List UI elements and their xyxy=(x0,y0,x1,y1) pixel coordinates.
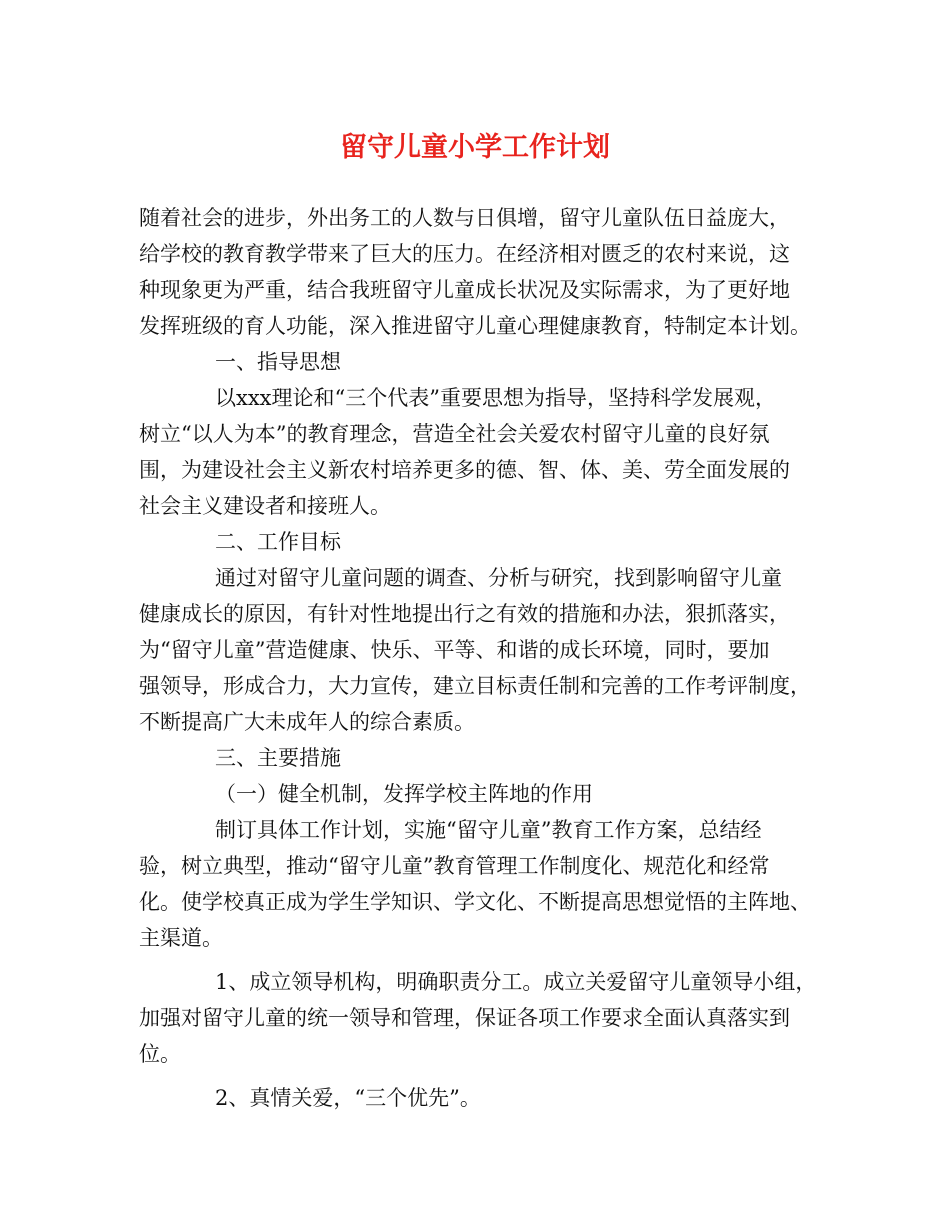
section-heading: 一、指导思想 xyxy=(215,350,341,374)
paragraph-line: 主渠道。 xyxy=(139,926,223,950)
paragraph-line: 不断提高广大未成年人的综合素质。 xyxy=(139,710,475,734)
paragraph-line: 发挥班级的育人功能，深入推进留守儿童心理健康教育，特制定本计划。 xyxy=(139,314,811,338)
paragraph-line: 加强对留守儿童的统一领导和管理，保证各项工作要求全面认真落实到 xyxy=(139,1006,790,1030)
paragraph-line: 验，树立典型，推动“留守儿童”教育管理工作制度化、规范化和经常 xyxy=(139,854,770,878)
paragraph-line: 强领导，形成合力，大力宣传，建立目标责任制和完善的工作考评制度， xyxy=(139,674,811,698)
paragraph-line: 以xxx理论和“三个代表”重要思想为指导，坚持科学发展观， xyxy=(215,386,776,410)
paragraph-line: 制订具体工作计划，实施“留守儿童”教育工作方案，总结经 xyxy=(215,818,762,842)
list-item-line: 1、成立领导机构，明确职责分工。成立关爱留守儿童领导小组， xyxy=(215,970,817,994)
paragraph-line: 树立“以人为本”的教育理念，营造全社会关爱农村留守儿童的良好氛 xyxy=(139,422,770,446)
paragraph-line: 围，为建设社会主义新农村培养更多的德、智、体、美、劳全面发展的 xyxy=(139,458,790,482)
paragraph-line: 位。 xyxy=(139,1042,181,1066)
subsection-heading: （一）健全机制，发挥学校主阵地的作用 xyxy=(215,782,593,806)
paragraph-line: 通过对留守儿童问题的调查、分析与研究，找到影响留守儿童 xyxy=(215,566,782,590)
paragraph-line: 给学校的教育教学带来了巨大的压力。在经济相对匮乏的农村来说，这 xyxy=(139,242,790,266)
paragraph-line: 随着社会的进步，外出务工的人数与日俱增，留守儿童队伍日益庞大， xyxy=(139,206,790,230)
section-heading: 三、主要措施 xyxy=(215,746,341,770)
paragraph-line: 社会主义建设者和接班人。 xyxy=(139,494,391,518)
list-item-line: 2、真情关爱，“三个优先”。 xyxy=(215,1086,481,1110)
paragraph-line: 化。使学校真正成为学生学知识、学文化、不断提高思想觉悟的主阵地、 xyxy=(139,890,811,914)
section-heading: 二、工作目标 xyxy=(215,530,341,554)
paragraph-line: 健康成长的原因，有针对性地提出行之有效的措施和办法，狠抓落实， xyxy=(139,602,790,626)
paragraph-line: 种现象更为严重，结合我班留守儿童成长状况及实际需求，为了更好地 xyxy=(139,278,790,302)
document-title: 留守儿童小学工作计划 xyxy=(340,132,610,163)
paragraph-line: 为“留守儿童”营造健康、快乐、平等、和谐的成长环境，同时，要加 xyxy=(139,638,770,662)
document-body xyxy=(139,200,829,1116)
